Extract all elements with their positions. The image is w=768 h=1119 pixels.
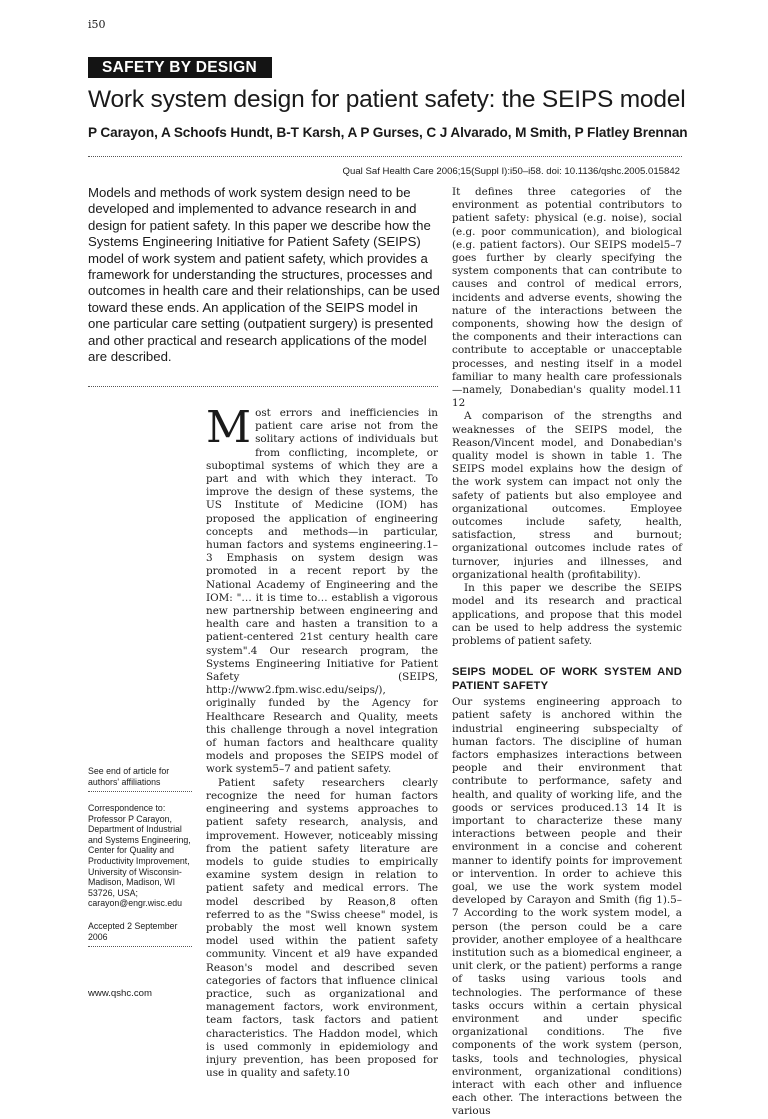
sidebar-accepted <box>88 921 196 942</box>
page-number: i50 <box>88 18 106 31</box>
sidebar-affiliations-note <box>88 766 196 787</box>
correspondence-address: Correspondence to: Professor P Carayon, Department of Industrial and Systems Engineering, Center for Quality and Productivity Improvement, University of Wisconsin-Madison, Madison, WI 53726, USA; carayon@engr.wisc.edu <box>88 803 191 909</box>
intro-text: ost errors and inefficiencies in patient care arise not from the solitary actions of individuals but from conflicting, incomplete, or suboptimal systems of which they are a part and with which they interact. To improve the design of these systems, the US Institute of Medicine (IOM) has proposed the application of engineering concepts and methods—in particular, human factors and systems engineering.1–3 Emphasis on system design was promoted in a recent report by the National Academy of Engineering and the IOM: "… it is time to… establish a vigorous new partnership between engineering and health care and hasten a transition to a patient-centered 21st century health care system".4 Our research program, the Systems Engineering Initiative for Patient Safety (SEIPS, http://www2.fpm.wisc.edu/seips/), originally funded by the Agency for Healthcare Research and Quality, meets this challenge through a novel integration of human factors and healthcare quality models and proposes the SEIPS model of work system5–7 and patient safety. <box>206 407 438 776</box>
sidebar-divider <box>88 791 192 792</box>
body-paragraph: Our systems engineering approach to patient safety is anchored within the industrial engineering subspecialty of human factors. The discipline of human factors emphasizes interactions between people and their environment that contribute to performance, safety and health, and quality of working life, and the goods or services produced.13 14 It is important to characterize these many interactions between people and their environment in a concise and coherent manner to identify points for improvement or intervention. In order to achieve this goal, we use the work system model developed by Carayon and Smith (fig 1).5–7 According to the work system model, a person (the person could be a care provider, another employee of a healthcare institution such as a biomedical engineer, a unit clerk, or the patient) performs a range of tasks using various tools and technologies. The performance of these tasks occurs within a certain physical environment and under specific organizational conditions. The five components of the work system (person, tasks, tools and technologies, physical environment, organizational conditions) interact with each other and influence each other. The interactions between the various <box>452 696 682 1118</box>
sidebar-divider-bottom <box>88 946 192 947</box>
citation-line: Qual Saf Health Care 2006;15(Suppl I):i50–i58. doi: 10.1136/qshc.2005.015842 <box>342 166 680 177</box>
body-paragraph: In this paper we describe the SEIPS model and its research and practical applications, and propose that this model can be used to help address the systemic problems of patient safety. <box>452 582 682 647</box>
article-title: Work system design for patient safety: the SEIPS model <box>88 86 686 113</box>
abstract: Models and methods of work system design need to be developed and implemented to advance research in and design for patient safety. In this paper we describe how the Systems Engineering Initiative for Patient Safety (SEIPS) model of work system and patient safety, which provides a framework for understanding the structures, processes and outcomes in health care and their relationships, can be used toward these ends. An application of the SEIPS model in one particular care setting (outpatient surgery) is presented and other practical and research applications of the model are described. <box>88 185 440 365</box>
abstract-divider <box>88 386 438 387</box>
title-divider <box>88 156 682 157</box>
body-column-1 <box>206 402 438 1080</box>
journal-url[interactable]: www.qshc.com <box>88 988 152 999</box>
body-paragraph: A comparison of the strengths and weaknesses of the SEIPS model, the Reason/Vincent model, and Donabedian's quality model is shown in table 1. The SEIPS model explains how the design of the work system can impact not only the safety of patients but also employee and organizational outcomes. Employee outcomes include safety, health, satisfaction, stress and burnout; organizational outcomes include rates of turnover, injuries and illnesses, and organizational health (profitability). <box>452 410 682 581</box>
section-heading: SEIPS MODEL OF WORK SYSTEM AND PATIENT SAFETY <box>452 666 682 692</box>
author-list: P Carayon, A Schoofs Hundt, B-T Karsh, A P Gurses, C J Alvarado, M Smith, P Flatley Brennan <box>88 125 688 140</box>
body-column-2 <box>452 186 682 1119</box>
intro-paragraph <box>206 402 438 777</box>
sidebar-correspondence <box>88 803 196 909</box>
body-paragraph: Patient safety researchers clearly recognize the need for human factors engineering and systems approaches to patient safety research, analysis, and improvement. However, noticeably missing from the patient safety literature are models to guide studies to empirically examine system design in relation to patient safety and medical errors. The model described by Reason,8 often referred to as the "Swiss cheese" model, is probably the most well known system model used within the patient safety community. Vincent et al9 have expanded Reason's model and described seven categories of factors that influence clinical practice, such as organizational and management factors, work environment, team factors, task factors and patient characteristics. The Haddon model, which is used commonly in epidemiology and injury prevention, has been proposed for use in quality and safety.10 <box>206 776 438 1080</box>
drop-cap: M <box>206 402 252 453</box>
accepted-date: Accepted 2 September 2006 <box>88 921 178 942</box>
section-tag: SAFETY BY DESIGN <box>88 57 272 78</box>
affiliations-note: See end of article for authors' affiliations <box>88 766 170 787</box>
body-paragraph: It defines three categories of the environment as potential contributors to patient safety: physical (e.g. noise), social (e.g. poor communication), and biological (e.g. patient factors). Our SEIPS model5–7 goes further by clearly specifying the system components that can contribute to causes and control of medical errors, incidents and adverse events, showing the nature of the interactions between the components, showing how the design of the components and their interactions can contribute to acceptable or unacceptable processes, and nesting itself in a model familiar to many health care professionals—namely, Donabedian's quality model.11 12 <box>452 186 682 410</box>
